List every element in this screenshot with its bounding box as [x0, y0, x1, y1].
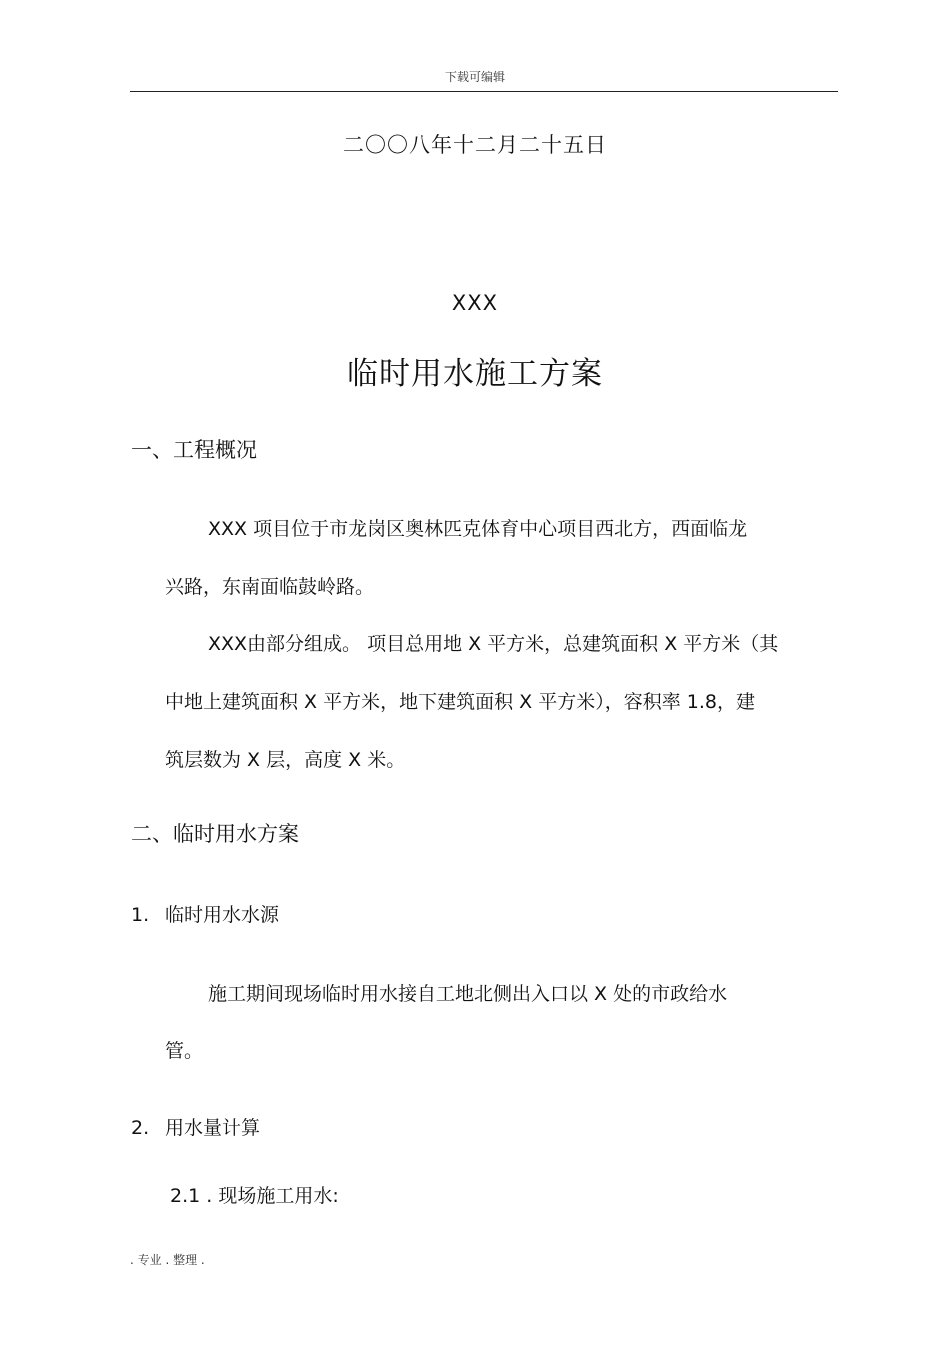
paragraph-line: 中地上建筑面积 X 平方米，地下建筑面积 X 平方米），容积率 1.8，建: [165, 691, 755, 713]
document-title: 临时用水施工方案: [347, 356, 603, 392]
project-code: XXX: [451, 291, 499, 315]
section-heading-water-plan: 二、临时用水方案: [131, 822, 299, 846]
subsection-heading-water-source: [131, 900, 279, 927]
subsection-label: 用水量计算: [165, 1117, 261, 1139]
section-heading-overview: 一、工程概况: [131, 438, 257, 462]
paragraph-line: 管。: [165, 1040, 204, 1062]
subsection-number: 1.: [131, 904, 150, 926]
paragraph-line: XXX 项目位于市龙岗区奥林匹克体育中心项目西北方，西面临龙: [208, 518, 748, 540]
header-divider: [130, 91, 838, 92]
page-footer: . 专业 . 整理 .: [130, 1253, 205, 1267]
paragraph-line: 兴路，东南面临鼓岭路。: [165, 576, 375, 598]
paragraph-line: 施工期间现场临时用水接自工地北侧出入口以 X 处的市政给水: [208, 983, 728, 1005]
subsection-number: 2.: [131, 1117, 150, 1139]
page-header: 下载可编辑: [444, 70, 505, 84]
paragraph-line: 筑层数为 X 层，高度 X 米。: [165, 749, 406, 771]
subsection-heading-water-calc: [131, 1113, 260, 1140]
paragraph-line: XXX由部分组成。 项目总用地 X 平方米，总建筑面积 X 平方米（其: [208, 633, 779, 655]
document-date: 二〇〇八年十二月二十五日: [343, 133, 607, 157]
subsubsection-heading-site-water: 2.1 . 现场施工用水:: [170, 1185, 339, 1207]
subsection-label: 临时用水水源: [165, 904, 280, 926]
